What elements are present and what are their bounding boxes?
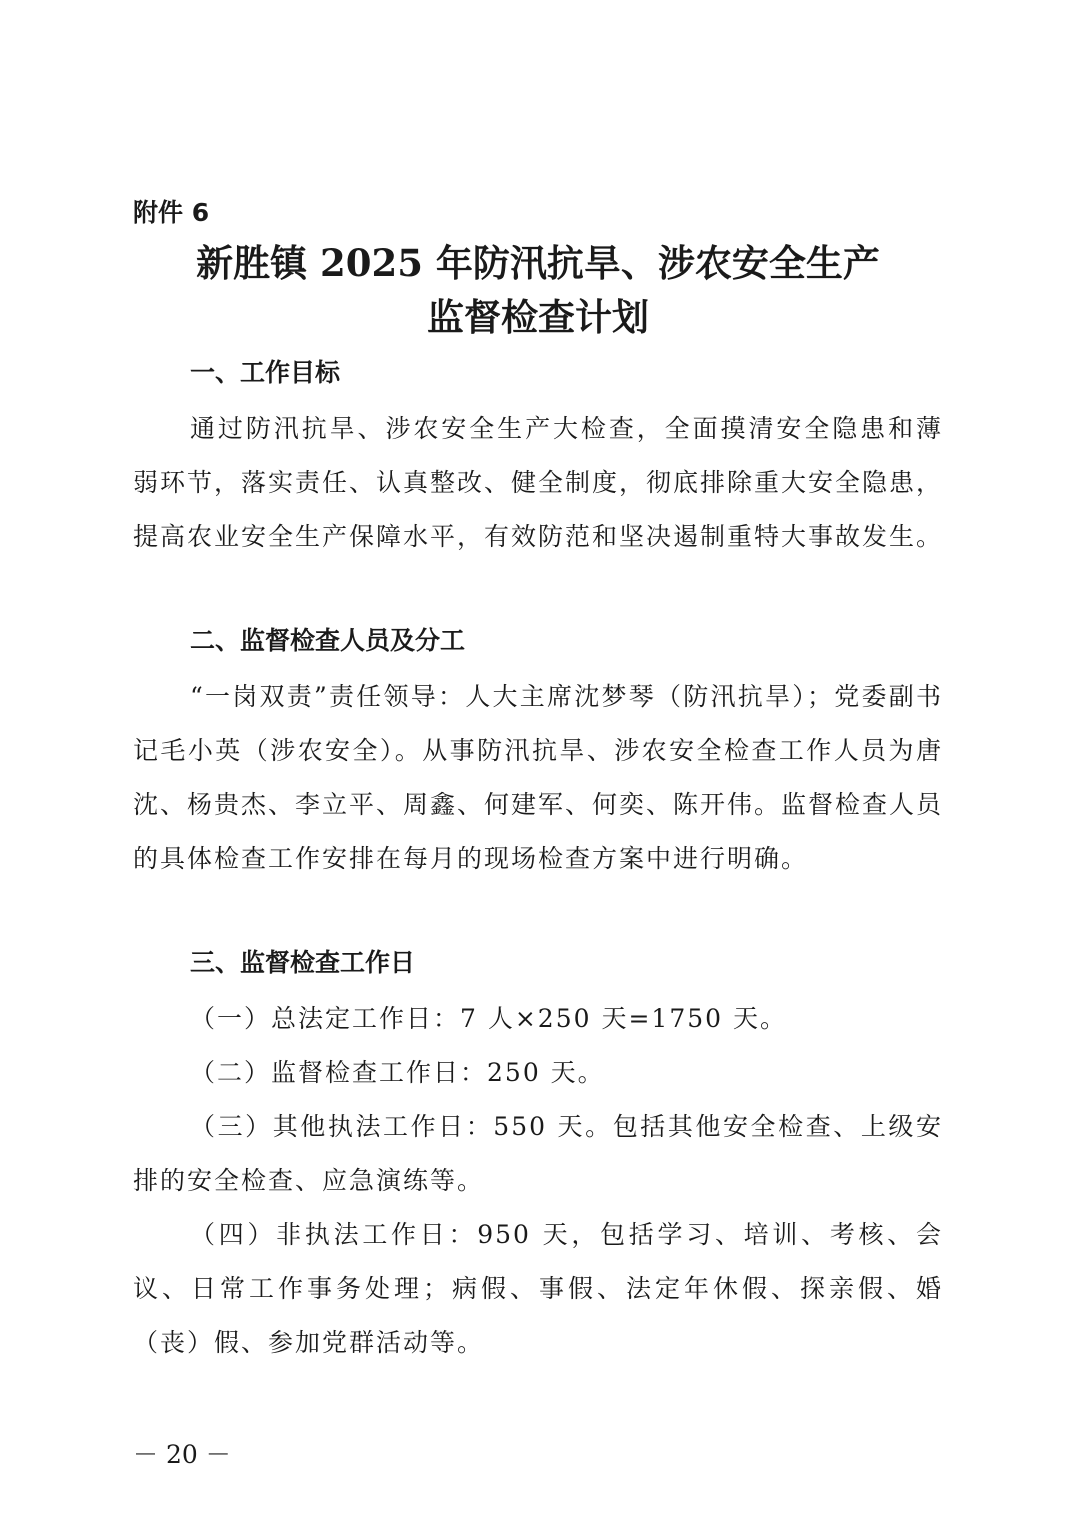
page-number: － 20 － bbox=[133, 1440, 231, 1469]
section-1-heading: 一、工作目标 bbox=[190, 358, 341, 387]
section-3-item-1: （一）总法定工作日：7 人×250 天=1750 天。 bbox=[190, 1004, 787, 1033]
section-2-paragraph: “一岗双责”责任领导：人大主席沈梦琴（防汛抗旱）；党委副书记毛小英（涉农安全）。从事防汛抗旱、涉农安全检查工作人员为唐沈、杨贵杰、李立平、周鑫、何建军、何奕、陈开伟。监督检查人员的具体检查工作安排在每月的现场检查方案中进行明确。 bbox=[133, 682, 944, 873]
attachment-label: 附件 6 bbox=[133, 198, 210, 227]
document-title-line-2: 监督检查计划 bbox=[427, 295, 649, 339]
section-3-item-3: （三）其他执法工作日：550 天。包括其他安全检查、上级安排的安全检查、应急演练等。 bbox=[133, 1112, 943, 1195]
section-3-item-2: （二）监督检查工作日：250 天。 bbox=[190, 1058, 605, 1087]
section-2-heading: 二、监督检查人员及分工 bbox=[190, 626, 466, 655]
section-3-item-4: （四）非执法工作日：950 天，包括学习、培训、考核、会议、日常工作事务处理；病假、事假、法定年休假、探亲假、婚（丧）假、参加党群活动等。 bbox=[133, 1220, 943, 1357]
document-title-line-1: 新胜镇 2025 年防汛抗旱、涉农安全生产 bbox=[196, 241, 880, 285]
section-1-paragraph: 通过防汛抗旱、涉农安全生产大检查，全面摸清安全隐患和薄弱环节，落实责任、认真整改、健全制度，彻底排除重大安全隐患，提高农业安全生产保障水平，有效防范和坚决遏制重特大事故发生。 bbox=[133, 414, 944, 551]
section-3-heading: 三、监督检查工作日 bbox=[190, 948, 416, 977]
